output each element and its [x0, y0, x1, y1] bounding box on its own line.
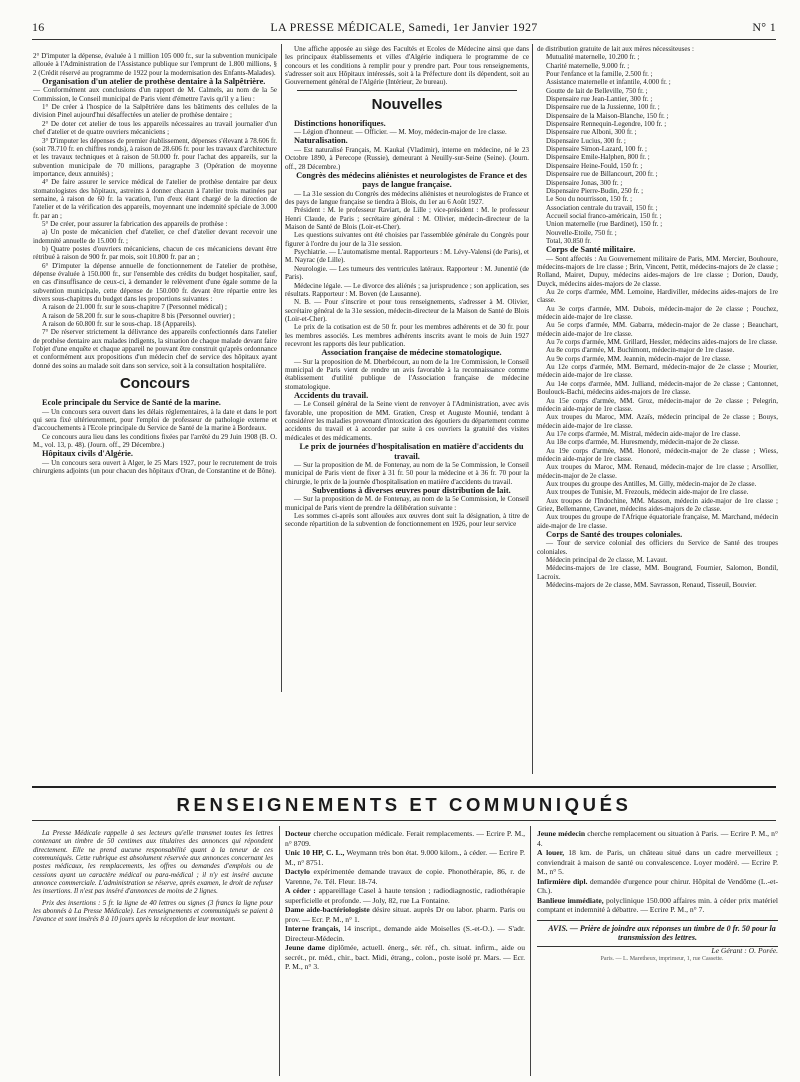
column-1	[33, 52, 277, 690]
list-item: Au 8e corps d'armée, M. Buchimont, médecin-major de 1re classe.	[546, 346, 735, 355]
ad-lead: Unic 10 HP, C. L.,	[285, 848, 345, 857]
list-item: Dispensaire Rennequin-Legendre, 100 fr. ;	[546, 120, 667, 129]
list-item: Dispensaire rue Jean-Lantier, 300 fr. ;	[546, 95, 653, 104]
column-divider	[279, 826, 280, 1076]
paragraph: Président : M. le professeur Raviart, de Lille ; vice-président : M. le professeur Henri Claude, de Paris ; secrétaire général : M. Olivier, médecin-directeur de la Maison de Santé de Blois (Loir-et-Cher).	[285, 206, 529, 232]
list-item: Goutte de lait de Belleville, 750 fr. ;	[546, 86, 648, 95]
list-item: A raison de 58.200 fr. sur le sous-chapitre 8 bis (Personnel ouvrier) ;	[42, 311, 235, 320]
list-item: Dispensaire Jonas, 300 fr. ;	[546, 178, 623, 187]
ad-text: diplômée, actuell. énerg., sér. réf., ch. situat. infirm., aide ou secrét., pr. méd., chir., bact. Midi, étrang., colon., poste isolé pr. Mars. — Ecr. P. M., n° 3.	[285, 943, 525, 971]
section-heading: Association française de médecine stomatologique.	[321, 348, 502, 358]
list-item: Charité maternelle, 9.000 fr. ;	[546, 61, 630, 70]
section-heading: Le prix de journées d'hospitalisation en matière d'accidents du travail.	[299, 442, 524, 461]
list-item: Aux troupes de Tunisie, M. Frezouls, médecin aide-major de 1re classe.	[546, 488, 749, 497]
section-heading: Corps de Santé militaire.	[546, 245, 636, 255]
list-item: Aux troupes du Maroc, MM. Azaïs, médecin principal de 2e classe ; Bouys, médecin aide-major de 1re classe.	[537, 413, 778, 430]
paragraph: — Un concours sera ouvert dans les délais réglementaires, à la date et dans le port qui sera fixé ultérieurement, pour l'emploi de professeur de pathologie externe et d'accouchements à l'Ecole principale du Service de Santé de la marine à Bordeaux.	[33, 407, 277, 433]
column-divider	[532, 44, 533, 774]
section-heading: Naturalisation.	[294, 136, 348, 146]
paragraph: Psychiatrie. — L'automatisme mental. Rapporteurs : M. Lévy-Valensi (de Paris), et M. Nayrac (de Lille).	[285, 248, 529, 265]
column-3	[537, 45, 778, 725]
classified-ad	[537, 896, 778, 915]
classified-ad	[285, 943, 525, 972]
classified-ads-2	[537, 829, 778, 1079]
list-item: Association centrale du travail, 150 fr. ;	[546, 203, 658, 212]
list-item: Aux troupes de l'Indochine, MM. Masson, médecin aide-major de 1re classe ; Griez, Bellemanne, Cavanet, médecins aides-majors de 2e classe.	[537, 496, 778, 513]
list-item: Au 2e corps d'armée, MM. Lemoine, Hardiviller, médecins aides-majors de 1re classe.	[537, 288, 778, 305]
paragraph: Ce concours aura lieu dans les conditions fixées par l'arrêté du 29 Juin 1908 (B. O. M., vol. 13, p. 48). (Journ. off., 29 Décembre.)	[33, 432, 277, 449]
ad-lead: Jeune médecin	[537, 829, 586, 838]
list-item: Dispensaire de la Maison-Blanche, 150 fr. ;	[546, 111, 669, 120]
classified-ad	[285, 905, 525, 924]
list-item: 1° De créer à l'hospice de la Salpêtrière dans les bâtiments des cellules de la division Pinel aujourd'hui désaffectées un atelier de prothèse dentaire ;	[33, 103, 277, 120]
ad-lead: Docteur	[285, 829, 312, 838]
list-item: Dispensaire rue de la Jussienne, 100 fr. ;	[546, 103, 660, 112]
avis-rule	[537, 920, 778, 921]
ad-lead: Dactylo	[285, 867, 310, 876]
list-item: Médecins-majors de 1re classe, MM. Bougrand, Fournier, Salomon, Bondil, Lacroix.	[537, 564, 778, 581]
list-item: Au 5e corps d'armée, MM. Gabarra, médecin-major de 2e classe ; Beauchart, médecin aide-major de 1re classe.	[537, 321, 778, 338]
page-header	[32, 20, 776, 36]
list-item: 6° D'imputer la dépense annuelle de fonctionnement de l'atelier de prothèse, dépense évaluée à 150.000 fr., sur l'ensemble des crédits du budget hospitalier, sauf, en cas d'insuffisance de ceux-ci, à demander le relèvement d'une égale somme de la subvention municipale, cette dépense de 150.000 fr. devant être répartie entre les divers sous-chapitres du budget dans les proportions suivantes :	[33, 261, 277, 304]
column-divider	[530, 826, 531, 1076]
paragraph: N. B. — Pour s'inscrire et pour tous renseignements, s'adresser à M. Olivier, secrétaire général de la 31e session, médecin-directeur de la Maison de Santé de Blois (Loir-et-Cher).	[285, 298, 529, 323]
list-item: Dispensaire rue de Billancourt, 200 fr. ;	[546, 170, 658, 179]
classified-ad	[285, 924, 525, 943]
classified-ad	[537, 877, 778, 896]
ad-text: Weymann très bon état. 9.000 kilom., à céder. — Ecrire P. M., n° 8751.	[285, 848, 525, 867]
list-item: Dispensaire Pierre-Budin, 250 fr. ;	[546, 186, 644, 195]
section-title-concours: Concours	[119, 375, 190, 393]
corps-list	[537, 288, 778, 530]
section-heading: Congrès des médecins aliénistes et neurologistes de France et des pays de langue française.	[296, 170, 527, 190]
ad-text: polyclinique 150.000 affaires min. à céder prix matériel comptant et indemnité à débattre. — Ecrire P. M., n° 7.	[537, 895, 778, 914]
column-divider	[281, 44, 282, 692]
header-rule	[32, 39, 776, 40]
section-heading: Organisation d'un atelier de prothèse dentaire à la Salpêtrière.	[42, 77, 266, 87]
list-item: Union maternelle (rue Bardinet), 150 fr. ;	[546, 220, 663, 229]
list-item: 3° D'imputer les dépenses de premier établissement, dépenses s'élevant à 78.606 fr. (soit 78.710 fr. en chiffres ronds), à raison de 28.606 fr. pour les travaux d'architecture et les travaux techniques et à raison de 50.000 fr. pour l'achat des appareils, sur la subvention municipale de 70 millions, paragraphe 3 (Opération de moyenne importance, deux annuités) ;	[33, 136, 277, 178]
list-item: 2° De doter cet atelier de tous les appareils nécessaires au travail journalier d'un chef d'atelier et de quatre ouvriers mécaniciens ;	[33, 119, 277, 137]
list-item: Au 12e corps d'armée, MM. Bernard, médecin-major de 2e classe ; Mourier, médecin aide-major de 1re classe.	[537, 363, 778, 380]
paragraph: — Conformément aux conclusions d'un rapport de M. Calmels, au nom de la 5e Commission, le Conseil municipal de Paris vient d'émettre l'avis qu'il y a lieu :	[33, 86, 277, 103]
list-item: Dispensaire Lucius, 300 fr. ;	[546, 136, 626, 145]
ad-lead: A louer,	[537, 848, 565, 857]
classified-ad	[537, 848, 778, 877]
page-number: 16	[32, 20, 45, 34]
section-heading: Ecole principale du Service de Santé de la marine.	[42, 398, 221, 408]
list-item: A raison de 21.000 fr. sur le sous-chapitre 7 (Personnel médical) ;	[42, 303, 227, 312]
section-heading: Distinctions honorifiques.	[294, 118, 386, 128]
list-item: Dispensaire rue Alboni, 300 fr. ;	[546, 128, 637, 137]
paragraph: — Est naturalisé Français, M. Kaukal (Vladimir), interne en médecine, né le 23 Octobre 1890, à Perecope (Russie), demeurant à Neuilly-sur-Seine (Seine). (Journ. off., 28 Décembre.)	[285, 145, 529, 171]
list-item: Au 9e corps d'armée, MM. Jeannin, médecin-major de 1re classe.	[546, 354, 731, 363]
list-item: Aux troupes du groupe des Antilles, M. Gilly, médecin-major de 2e classe.	[546, 479, 757, 488]
ad-text: appareillage Casel à haute tension ; radiodiagnostic, radiothérapie superficielle et profonde. — Joly, 82, rue La Fontaine.	[285, 886, 525, 905]
section-rule	[297, 90, 517, 91]
list-item: Au 18e corps d'armée, M. Huresmendy, médecin-major de 2e classe.	[546, 438, 740, 447]
list-item: Aux troupes du Maroc, MM. Renaud, médecin-major de 1re classe ; Arsollier, médecin-major de 2e classe.	[537, 463, 778, 480]
paragraph: — Sur la proposition de M. Dherbécourt, au nom de la 1re Commission, le Conseil municipal de Paris vient de rendre un avis favorable à la reconnaissance comme établissement d'utilité publique de l'Association française de médecine stomatologique.	[285, 357, 529, 391]
list-item: Au 14e corps d'armée, MM. Julliand, médecin-major de 2e classe ; Cantonnet, Boulouck-Bachi, médecins aides-majors de 1re classe.	[537, 379, 778, 397]
paragraph: — Sont affectés : Au Gouvernement militaire de Paris, MM. Mercier, Bouhoure, médecins-majors de 1re classe ; Brin, Vincent, Pettit, médecins-majors de 2e classe ; Rolland, Mairet, Dupuy, médecins aides-majors de 1re classe ; Dorion, Daudy, Duyck, médecins aides-majors de 2e classe.	[537, 254, 778, 288]
list-item: Médecins-majors de 2e classe, MM. Savrasson, Renaud, Tisseuil, Bouvier.	[546, 581, 757, 590]
ad-lead: Jeune dame	[285, 943, 326, 952]
paragraph: Les questions suivantes ont été choisies par l'assemblée générale du Congrès pour figurer à l'ordre du jour de la 31e session.	[285, 231, 529, 248]
classified-ad	[285, 867, 525, 886]
ad-text: cherche occupation médicale. Ferait remplacements. — Ecrire P. M., n° 8709.	[285, 829, 525, 848]
paragraph: Une affiche apposée au siège des Facultés et Ecoles de Médecine ainsi que dans les principaux établissements et villes d'Algérie indiquera le programme de ce concours et les conditions à remplir pour y prendre part. Pour tous renseignements, s'adresser soit aux Hôpitaux intéressés, soit à la Préfecture dont ils dépendent, soit au Gouvernement général de l'Algérie (Intérieur, 2e bureau).	[285, 45, 529, 87]
list-item: Au 15e corps d'armée, MM. Groz, médecin-major de 2e classe ; Pelegrin, médecin aide-major de 1re classe.	[537, 396, 778, 413]
list-item: Pour l'enfance et la famille, 2.500 fr. ;	[546, 70, 653, 79]
list-item: Dispensaire Heine-Fould, 150 fr. ;	[546, 161, 643, 170]
list-item: Total, 30.850 fr.	[546, 236, 592, 245]
notice-paragraph: Prix des insertions : 5 fr. la ligne de 40 lettres ou signes (3 francs la ligne pour les abonnés à La Presse Médicale). Les renseignements et communiqués se paient à l'avance et sont insérés 8 à 10 jours après la réception de leur montant.	[33, 898, 273, 924]
list-item: A raison de 60.800 fr. sur le sous-chap. 18 (Appareils).	[42, 320, 197, 329]
classified-ad	[285, 829, 525, 848]
list-item: Dispensaire Emile-Halphen, 800 fr. ;	[546, 153, 650, 162]
ad-lead: Interne français,	[285, 924, 341, 933]
banner-rule-top	[32, 786, 776, 788]
paragraph: — La 31e session du Congrès des médecins aliénistes et neurologistes de France et des pays de langue française se tiendra à Blois, du 1er au 6 Août 1927.	[285, 189, 529, 207]
section-heading: Corps de Santé des troupes coloniales.	[546, 530, 683, 539]
paragraph: — Le Conseil général de la Seine vient de renvoyer à l'Administration, avec avis favorable, une proposition de MM. Gratien, Cresp et Auguste Mounié, tendant à considérer les maladies provenant d'intoxication des égoutiers du département comme accidents du travail et à accorder par suite à ces ouvriers la gratuité des visites médicales et des médicaments.	[285, 400, 529, 442]
list-item: Mutualité maternelle, 10.200 fr. ;	[546, 53, 640, 62]
ad-text: demandée d'urgence pour chirur. Hôpital de Vendôme (L.-et-Ch.).	[537, 876, 778, 895]
notice-paragraph: La Presse Médicale rappelle à ses lecteurs qu'elle transmet toutes les lettres contenant un timbre de 50 centimes aux titulaires des annonces qui répondent directement. Elle ne prend aucune responsabilité quant à la teneur de ces communiqués. Cette rubrique est absolument réservée aux annonces concernant les postes médicaux, les remplacements, les offres ou demandes d'emplois ou de cessions ayant un caractère médical ou para-médical ; il n'y est inséré aucune annonce commerciale. L'administration se réserve, après examen, le droit de refuser les insertions. Il n'est pas inséré d'annonces de moins de 2 lignes.	[33, 829, 273, 896]
ad-text: expérimentée demande travaux de copie. Phonothérapie, 86, r. de Varenne, 7e. Tél. Fleur. 18-74.	[285, 867, 525, 886]
list-item: Au 19e corps d'armée, MM. Honoré, médecin-major de 2e classe ; Wiess, médecin aide-major de 1re classe.	[537, 446, 778, 463]
lait-list	[537, 53, 778, 245]
ad-text: 18 km. de Paris, un château situé dans un cadre merveilleux ; conviendrait à maison de santé ou convalescence. Loyer modéré. — Ecrire P. M., n° 5.	[537, 848, 778, 876]
paragraph: — Sur la proposition de M. de Fontenay, au nom de la 5e Commission, le Conseil municipal de Paris vient de fixer à 31 fr. 50 pour la médecine et à 36 fr. 70 pour la chirurgie, le prix de la journée d'hospitalisation en matière d'accidents du travail.	[285, 460, 529, 486]
list-item: Médecin principal de 2e classe, M. Lavaut.	[546, 556, 668, 565]
list-item: Au 17e corps d'armée, M. Mistral, médecin aide-major de 1re classe.	[546, 429, 741, 438]
items-list	[33, 103, 277, 370]
section-heading: Accidents du travail.	[294, 391, 369, 401]
journal-title: LA PRESSE MÉDICALE, Samedi, 1er Janvier 1927	[270, 20, 538, 34]
list-item: Accueil social franco-américain, 150 fr. ;	[546, 211, 662, 220]
gerant-signature: Le Gérant : O. Porée.	[711, 945, 778, 955]
paragraph: Le prix de la cotisation est de 50 fr. pour les membres adhérents et de 30 fr. pour les membres associés. Les membres adhérents inscrits avant le mois de Juin 1927 recevront les rapports dès leur publication.	[285, 323, 529, 348]
paragraph: Les sommes ci-après sont allouées aux œuvres dont suit la désignation, à titre de seconde répartition de la subvention de fonctionnement en 1926, pour leur service	[285, 512, 529, 529]
list-item: b) Quatre postes d'ouvriers mécaniciens, chacun de ces mécaniciens devant être rétribué à raison de 900 fr. par mois, soit 10.800 fr. par an ;	[33, 244, 277, 262]
ad-lead: A céder :	[285, 886, 316, 895]
list-item: Nouvelle-Etoile, 750 fr. ;	[546, 228, 617, 237]
classified-ad	[285, 848, 525, 867]
banner-rule-bottom	[32, 820, 776, 821]
paragraph: 2° D'imputer la dépense, évaluée à 1 million 105 000 fr., sur la subvention municipale allouée à l'Administration de l'Assistance publique sur l'emprunt de 1.800 millions, § 2 (Crédit réservé au programme de 1922 pour la modernisation des Enfants-Malades).	[33, 52, 277, 77]
classified-ad	[285, 886, 525, 905]
ad-text: désire situat. auprès Dr ou labor. pharm. Paris ou prov. — Ecr. P. M., n° 1.	[285, 905, 525, 924]
ad-lead: Banlieue immédiate,	[537, 895, 604, 905]
list-item: Dispensaire Simon-Lazard, 100 fr. ;	[546, 145, 647, 154]
paragraph: de distribution gratuite de lait aux mères nécessiteuses :	[537, 45, 694, 53]
classified-ads-1	[285, 829, 525, 1079]
ad-text: cherche remplacement ou situation à Paris. — Ecrire P. M., n° 4.	[537, 829, 778, 848]
insertion-notice	[33, 829, 273, 1039]
issue-number: N° 1	[752, 20, 776, 34]
banner-title: RENSEIGNEMENTS ET COMMUNIQUÉS	[176, 794, 632, 815]
paragraph: — Tour de service colonial des officiers du Service de Santé des troupes coloniales.	[537, 539, 778, 556]
ad-lead: Dame aide-bactériologiste	[285, 905, 370, 914]
classified-ad	[537, 829, 778, 848]
list-item: Assistance maternelle et infantile, 4.000 fr. ;	[546, 78, 671, 87]
printer-credit: Paris. — L. Maretheux, imprimeur, 1, rue Cassette.	[600, 955, 724, 962]
list-item: Le Sou du nourrisson, 150 fr. ;	[546, 195, 633, 204]
list-item: 4° De faire assurer le service médical de l'atelier de prothèse dentaire par deux stomatologistes des hôpitaux, astreints à donner chacun à l'atelier trois matinées par semaine, à raison de 60 fr. la vacation, l'un d'eux étant chargé de la direction de l'atelier et de la vérification des appareils, moyennant une indemnité spéciale de 3.000 fr. par an ;	[33, 178, 277, 220]
paragraph: — Légion d'honneur. — Officier. — M. Moy, médecin-major de 1re classe.	[294, 128, 507, 137]
section-heading: Hôpitaux civils d'Algérie.	[42, 449, 133, 459]
section-heading: Subventions à diverses œuvres pour distribution de lait.	[312, 486, 511, 495]
list-item: 5° De créer, pour assurer la fabrication des appareils de prothèse :	[42, 219, 228, 228]
list-item: 7° De réserver strictement la délivrance des appareils confectionnés dans l'atelier de prothèse dentaire aux malades indigents, la situation de chaque malade devant faire l'objet d'une enquête et chaque appareil ne pouvant être construit qu'après ordonnance et conformément aux propositions d'un médecin chef de service des hôpitaux ayant donné des soins au malade soit dans son service, soit à la consultation hospitalière.	[33, 328, 277, 370]
column-2	[285, 45, 529, 693]
paragraph: — Un concours sera ouvert à Alger, le 25 Mars 1927, pour le recrutement de trois chirurgiens adjoints (un pour chacun des hôpitaux d'Oran, de Constantine et de Bône).	[33, 458, 277, 475]
list-item: Au 3e corps d'armée, MM. Dubois, médecin-major de 2e classe ; Pouchez, médecin aide-major de 1re classe.	[537, 304, 778, 322]
paragraph: Médecine légale. — Le divorce des aliénés ; sa jurisprudence ; son application, ses résultats. Rapporteur : M. Boven (de Lausanne).	[285, 281, 529, 298]
list-item: a) Un poste de mécanicien chef d'atelier, ce chef d'atelier devant recevoir une indemnité annuelle de 15.000 fr. ;	[33, 228, 277, 245]
ad-text: 14 inscript., demande aide Moiselles (S.-et-O.). — S'adr. Directeur-Médecin.	[285, 924, 525, 943]
list-item: Aux troupes du groupe de l'Afrique équatoriale française, M. Marchand, médecin aide-major de 1re classe.	[537, 513, 778, 530]
ad-lead: Infirmière dipl.	[537, 876, 588, 886]
section-title-nouvelles: Nouvelles	[371, 95, 443, 113]
paragraph: Neurologie. — Les tumeurs des ventricules latéraux. Rapporteur : M. Junentié (de Paris).	[285, 264, 529, 282]
paragraph: — Sur la proposition de M. de Fontenay, au nom de la 5e Commission, le Conseil municipal de Paris vient de prendre la délibération suivante :	[285, 495, 529, 512]
avis-notice: AVIS. — Prière de joindre aux réponses un timbre de 0 fr. 50 pour la transmission des lettres.	[548, 923, 776, 942]
list-item: Au 7e corps d'armée, MM. Grillard, Hessler, médecins aides-majors de 1re classe.	[546, 338, 778, 347]
